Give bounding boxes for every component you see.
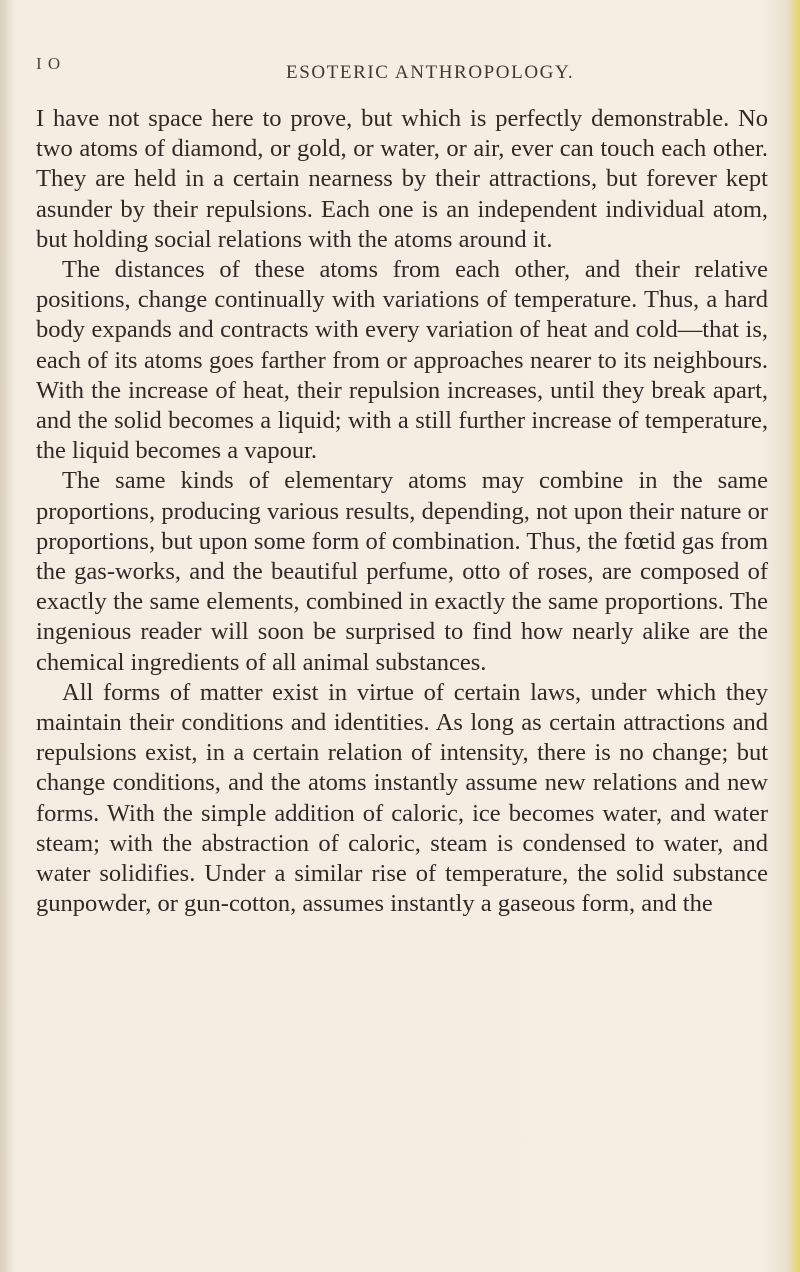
gutter-shadow bbox=[0, 0, 14, 1272]
paragraph: The distances of these atoms from each other, and their relative positions, change continually with variations of temperature. Thus, a hard body expands and contracts with every variation of heat and cold—that is, each of its atoms goes farther from or approaches nearer to its neighbours. With the increase of heat, their repulsion increases, until they break apart, and the solid becomes a liquid; with a still further increase of temperature, the liquid becomes a vapour. bbox=[36, 256, 768, 465]
page-header bbox=[36, 54, 776, 94]
body-text bbox=[36, 104, 768, 919]
running-head: ESOTERIC ANTHROPOLOGY. bbox=[286, 62, 575, 83]
page-edge bbox=[788, 0, 800, 1272]
page-number: I O bbox=[36, 54, 62, 73]
paragraph: I have not space here to prove, but which is perfectly demonstrable. No two atoms of diamond, or gold, or water, or air, ever can touch each other. They are held in a certain nearness by their attractions, but forever kept asunder by their repulsions. Each one is an independent individual atom, but holding social relations with the atoms around it. bbox=[36, 105, 768, 253]
paragraph: The same kinds of elementary atoms may combine in the same proportions, producing various results, depending, not upon their nature or proportions, but upon some form of combination. Thus, the fœtid gas from the gas-works, and the beautiful perfume, otto of roses, are composed of exactly the same elements, combined in exactly the same proportions. The ingenious reader will soon be surprised to find how nearly alike are the chemical ingredients of all animal substances. bbox=[36, 467, 768, 676]
paragraph: All forms of matter exist in virtue of certain laws, under which they maintain their conditions and identities. As long as certain attractions and repulsions exist, in a certain relation of intensity, there is no change; but change conditions, and the atoms instantly assume new relations and new forms. With the simple addition of caloric, ice becomes water, and water steam; with the abstraction of caloric, steam is condensed to water, and water solidifies. Under a similar rise of temperature, the solid substance gunpowder, or gun-cotton, assumes instantly a gaseous form, and the bbox=[36, 678, 768, 918]
